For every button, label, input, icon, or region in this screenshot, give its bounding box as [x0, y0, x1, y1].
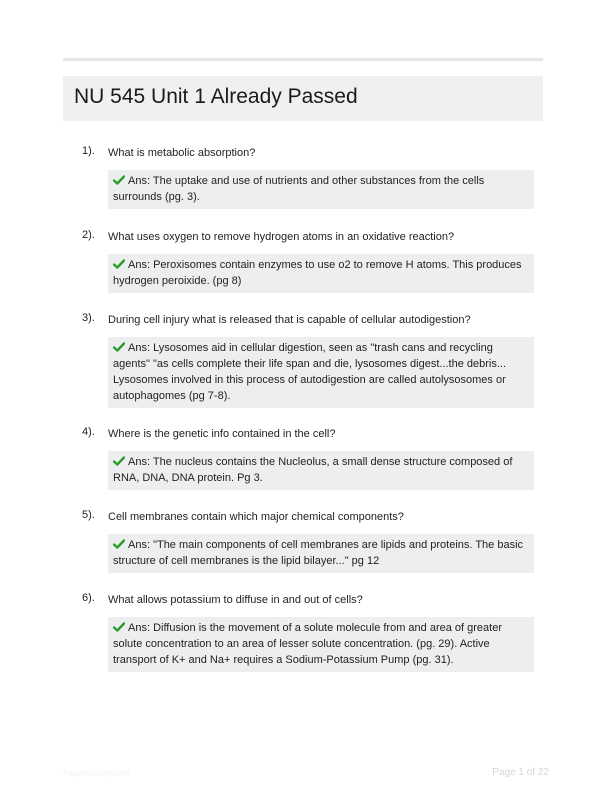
- question-number: 2).: [82, 229, 95, 241]
- question-text: What uses oxygen to remove hydrogen atoms in an oxidative reaction?: [108, 231, 455, 243]
- check-icon: [113, 342, 125, 352]
- question-text: Where is the genetic info contained in the cell?: [108, 428, 336, 440]
- check-icon: [113, 539, 125, 549]
- question-number: 6).: [82, 592, 95, 604]
- check-icon: [113, 456, 125, 466]
- top-divider: [63, 58, 543, 61]
- question-text: What is metabolic absorption?: [108, 147, 256, 159]
- question-text: What allows potassium to diffuse in and out of cells?: [108, 594, 363, 606]
- answer-box: [108, 617, 534, 672]
- question-text: Cell membranes contain which major chemical components?: [108, 511, 404, 523]
- check-icon: [113, 622, 125, 632]
- answer-text: Ans: Lysosomes aid in cellular digestion, seen as "trash cans and recycling agents" "as cells complete their life span and die, lysosomes digest...the debris... Lysosomes involved in this process of autodigestion are called autolysosomes or autophagomes (pg 7-8).: [113, 342, 507, 402]
- question-number: 5).: [82, 509, 95, 521]
- page-title: NU 545 Unit 1 Already Passed: [74, 85, 358, 108]
- answer-box: [108, 451, 534, 490]
- title-banner: [63, 76, 543, 121]
- answer-text: Ans: Peroxisomes contain enzymes to use o2 to remove H atoms. This produces hydrogen peroixide. (pg 8): [113, 259, 522, 287]
- question-text: During cell injury what is released that is capable of cellular autodigestion?: [108, 314, 471, 326]
- answer-box: [108, 170, 534, 209]
- question-number: 4).: [82, 426, 95, 438]
- answer-text: Ans: Diffusion is the movement of a solute molecule from and area of greater solute concentration to an area of lesser solute concentration. (pg. 29). Active transport of K+ and Na+ requires a Sodium-Potassium Pump (pg. 31).: [113, 622, 502, 666]
- answer-text: Ans: "The main components of cell membranes are lipids and proteins. The basic structure of cell membranes is the lipid bilayer..." pg 12: [113, 539, 524, 567]
- page-number: Page 1 of 22: [492, 767, 549, 778]
- check-icon: [113, 175, 125, 185]
- check-icon: [113, 259, 125, 269]
- answer-box: [108, 534, 534, 573]
- answer-text: Ans: The nucleus contains the Nucleolus, a small dense structure composed of RNA, DNA, DNA protein. Pg 3.: [113, 456, 513, 484]
- answer-box: [108, 337, 534, 408]
- answer-box: [108, 254, 534, 293]
- question-number: 1).: [82, 145, 95, 157]
- answer-text: Ans: The uptake and use of nutrients and other substances from the cells surrounds (pg. 3).: [113, 175, 485, 203]
- question-number: 3).: [82, 312, 95, 324]
- footer-watermark: Paperlibrary.com: [63, 768, 131, 778]
